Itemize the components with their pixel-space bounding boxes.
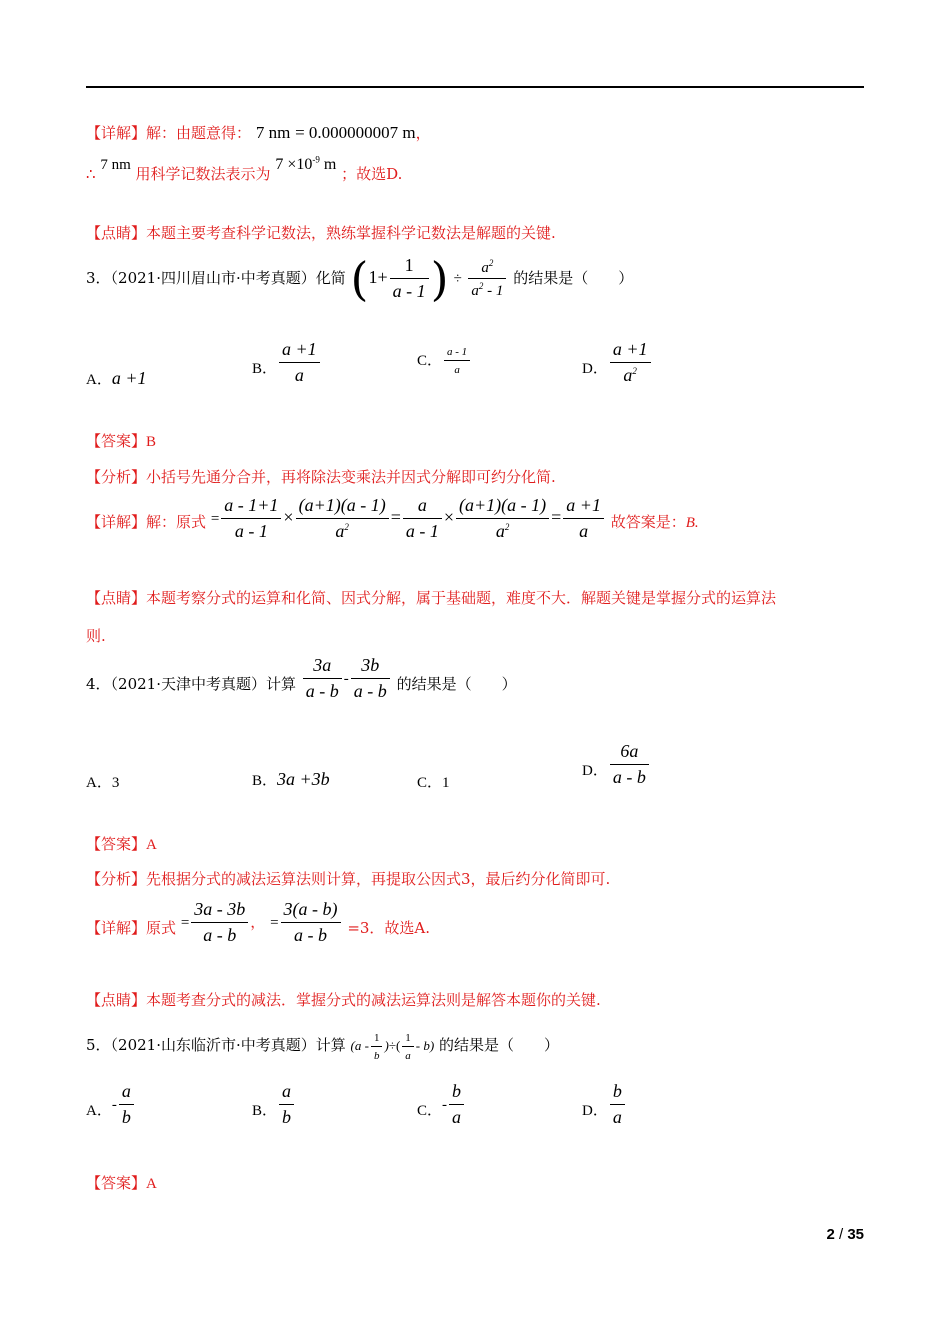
q3-frac1: $\frac{1}{a - 1}$ — [390, 256, 429, 302]
page-number: 2 / 35 — [826, 1226, 864, 1243]
prev-detail-line: 【详解】解：由题意得： 7 nm = 0.000000007 m， — [86, 123, 431, 142]
q3-point-line1: 【点睛】本题考察分式的运算和化简、因式分解，属于基础题，难度不大．解题关键是掌握分式的运算法 — [86, 589, 777, 607]
q3-frac2: $\frac{a^2}{a^2 - 1}$ — [468, 259, 506, 300]
prev-sci-line: ∴ 7 nm 用科学记数法表示为 $7 \times 10^{-9}$ m ；故选D. — [86, 154, 403, 183]
q3-detail: 【详解】解：原式 = $\frac{a - 1+1}{a - 1}$ × $\frac{(a+1)(a - 1)}{a^2}$ = $\frac{a}{a - 1}$ × $\frac{(a+1)(a - 1)}{a^2}$ = $\frac{a +1}{a}$ 故答案是：B. — [86, 495, 699, 541]
detail-tag: 【详解】 — [86, 124, 147, 142]
q5-option-c[interactable]: C．- $\frac{b}{a}$ — [417, 1082, 466, 1128]
q4-point: 【点睛】本题考查分式的减法．掌握分式的减法运算法则是解答本题你的关键. — [86, 991, 601, 1009]
q4-option-a[interactable]: A．3 — [86, 775, 120, 791]
q3-option-a[interactable]: A．a +1 — [86, 368, 147, 388]
q4-analysis: 【分析】先根据分式的减法运算法则计算，再提取公因式3，最后约分化简即可. — [86, 870, 611, 888]
q4-stem: 4．（2021·天津中考真题）计算 $\frac{3a}{a - b}$ - $\frac{3b}{a - b}$ 的结果是（ ） — [86, 655, 517, 701]
q5-option-b[interactable]: B． $\frac{a}{b}$ — [252, 1082, 296, 1128]
q3-option-b[interactable]: B． $\frac{a +1}{a}$ — [252, 340, 322, 386]
q4-detail: 【详解】原式 = $\frac{3a - 3b}{a - b}$ ， = $\frac{3(a - b)}{a - b}$ =3．故选A. — [86, 899, 431, 945]
q3-point-line2: 则. — [86, 627, 106, 645]
q3-option-d[interactable]: D． $\frac{a +1}{a^2}$ — [582, 340, 653, 386]
q3-analysis: 【分析】小括号先通分合并，再将除法变乘法并因式分解即可约分化简. — [86, 468, 556, 486]
prev-point-line: 【点睛】本题主要考查科学记数法，熟练掌握科学记数法是解题的关键. — [86, 224, 556, 242]
q3-stem: 3．（2021·四川眉山市·中考真题）化简 (1+ $\frac{1}{a - 1}$ ) ÷ $\frac{a^2}{a^2 - 1}$ 的结果是（ ） — [86, 252, 634, 306]
q4-option-d[interactable]: D． $\frac{6a}{a - b}$ — [582, 742, 651, 788]
q5-option-a[interactable]: A．- $\frac{a}{b}$ — [86, 1082, 136, 1128]
q4-option-b[interactable]: B．3a +3b — [252, 769, 330, 789]
q3-answer: 【答案】B — [86, 432, 157, 450]
header-rule — [86, 86, 864, 88]
q5-answer: 【答案】A — [86, 1174, 157, 1192]
q4-option-c[interactable]: C．1 — [417, 775, 450, 791]
q4-answer: 【答案】A — [86, 835, 157, 853]
point-tag: 【点睛】 — [86, 224, 147, 242]
q5-stem: 5．（2021·山东临沂市·中考真题）计算 (a - $\frac{1}{b}$ )÷( $\frac{1}{a}$ - b) 的结果是（ ） — [86, 1032, 559, 1063]
q3-option-c[interactable]: C． $\frac{a - 1}{a}$ — [417, 346, 472, 376]
q5-option-d[interactable]: D． $\frac{b}{a}$ — [582, 1082, 627, 1128]
